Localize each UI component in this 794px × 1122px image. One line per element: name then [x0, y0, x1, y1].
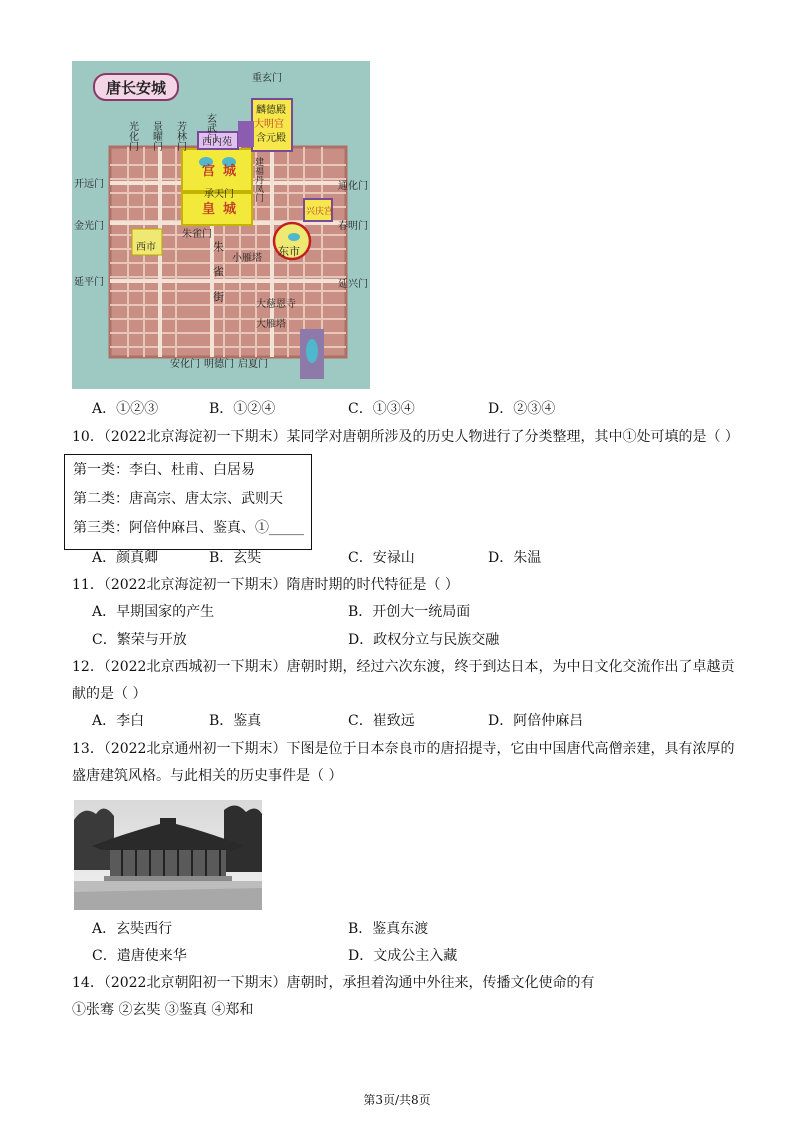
q13-stem-cont: 盛唐建筑风格。与此相关的历史事件是（ ） [72, 768, 343, 784]
place-label: 小雁塔 [232, 253, 262, 264]
q10-box-line: 第二类：唐高宗、唐太宗、武则天 [73, 491, 283, 507]
toshodaiji-photo [74, 800, 262, 910]
q9-option-c[interactable]: C．①③④ [348, 401, 415, 417]
q12-stem: 12．（2022北京西城初一下期末）唐朝时期，经过六次东渡，终于到达日本，为中日文化交流作出了卓越贡 [72, 659, 735, 675]
place-label: 建福丹凤门 [253, 157, 263, 202]
gate-label: 延兴门 [338, 279, 368, 290]
q10-box-line: 第一类：李白、杜甫、白居易 [73, 462, 255, 478]
q12-option-c[interactable]: C．崔致远 [348, 713, 415, 729]
changan-map [72, 61, 370, 389]
place-label: 朱雀门 [182, 229, 212, 240]
q9-option-d[interactable]: D．②③④ [488, 401, 556, 417]
toshodaiji-photo-svg [74, 800, 262, 910]
place-label: 大慈恩寺 [256, 299, 296, 310]
gate-label: 金光门 [74, 221, 104, 232]
q10-option-c[interactable]: C．安禄山 [348, 550, 415, 566]
q13-stem: 13．（2022北京通州初一下期末）下图是位于日本奈良市的唐招提寺，它由中国唐代高僧亲建，具有浓厚的 [72, 741, 735, 757]
q10-classification-box [64, 454, 312, 550]
q9-option-a[interactable]: A．①②③ [92, 401, 159, 417]
q12-option-b[interactable]: B．鉴真 [209, 713, 262, 729]
gate-label: 安化门 [170, 359, 200, 370]
q13-option-b[interactable]: B．鉴真东渡 [348, 921, 429, 937]
q9-option-b[interactable]: B．①②④ [209, 401, 276, 417]
q11-option-d[interactable]: D．政权分立与民族交融 [348, 632, 500, 648]
place-label: 含元殿 [256, 133, 286, 144]
q11-option-c[interactable]: C．繁荣与开放 [92, 632, 187, 648]
place-label: 宫城 [202, 164, 245, 179]
place-label: 朱雀街 [211, 241, 225, 316]
page-footer: 第3页/共8页 [363, 1093, 431, 1107]
q11-option-a[interactable]: A．早期国家的产生 [92, 604, 215, 620]
gate-label: 芳林门 [174, 121, 186, 151]
gate-label: 延平门 [74, 277, 104, 288]
q10-option-a[interactable]: A．颜真卿 [92, 550, 159, 566]
gate-label: 通化门 [338, 181, 368, 192]
place-label: 皇城 [202, 202, 245, 217]
q11-stem: 11．（2022北京海淀初一下期末）隋唐时期的时代特征是（ ） [72, 577, 459, 593]
gate-label: 景曜门 [150, 121, 162, 151]
q11-option-b[interactable]: B．开创大一统局面 [348, 604, 471, 620]
gate-label: 明德门 [204, 359, 234, 370]
q14-stem: 14．（2022北京朝阳初一下期末）唐朝时，承担着沟通中外往来，传播文化使命的有 [72, 975, 595, 991]
q10-stem: 10．（2022北京海淀初一下期末）某同学对唐朝所涉及的历史人物进行了分类整理，其中①处可填的是（ ） [72, 429, 739, 445]
gate-label: 光化门 [126, 121, 138, 151]
place-label: 西市 [136, 242, 156, 253]
place-label: 东市 [278, 245, 300, 258]
changan-map-svg [72, 61, 370, 389]
q14-items: ①张骞 ②玄奘 ③鉴真 ④郑和 [72, 1002, 254, 1018]
q12-option-d[interactable]: D．阿倍仲麻吕 [488, 713, 584, 729]
gate-label: 玄武门 [204, 113, 216, 143]
place-label: 西内苑 [202, 137, 232, 148]
gate-label: 开远门 [74, 179, 104, 190]
q12-stem-cont: 献的是（ ） [72, 686, 147, 702]
gate-label: 春明门 [338, 221, 368, 232]
place-label: 麟德殿 [256, 105, 286, 116]
q10-option-b[interactable]: B．玄奘 [209, 550, 262, 566]
q13-option-d[interactable]: D．文成公主入藏 [348, 948, 458, 964]
q10-option-d[interactable]: D．朱温 [488, 550, 542, 566]
q13-option-c[interactable]: C．遣唐使来华 [92, 948, 187, 964]
gate-label: 启夏门 [238, 359, 268, 370]
place-label: 承天门 [204, 189, 234, 200]
place-label: 大明宫 [254, 119, 284, 130]
place-label: 大雁塔 [256, 319, 286, 330]
q13-option-a[interactable]: A．玄奘西行 [92, 921, 173, 937]
q10-box-line: 第三类：阿倍仲麻吕、鉴真、①_____ [73, 520, 304, 536]
gate-label: 重玄门 [252, 73, 282, 84]
map-title: 唐长安城 [105, 79, 167, 97]
q12-option-a[interactable]: A．李白 [92, 713, 145, 729]
place-label: 兴庆宫 [306, 207, 334, 217]
